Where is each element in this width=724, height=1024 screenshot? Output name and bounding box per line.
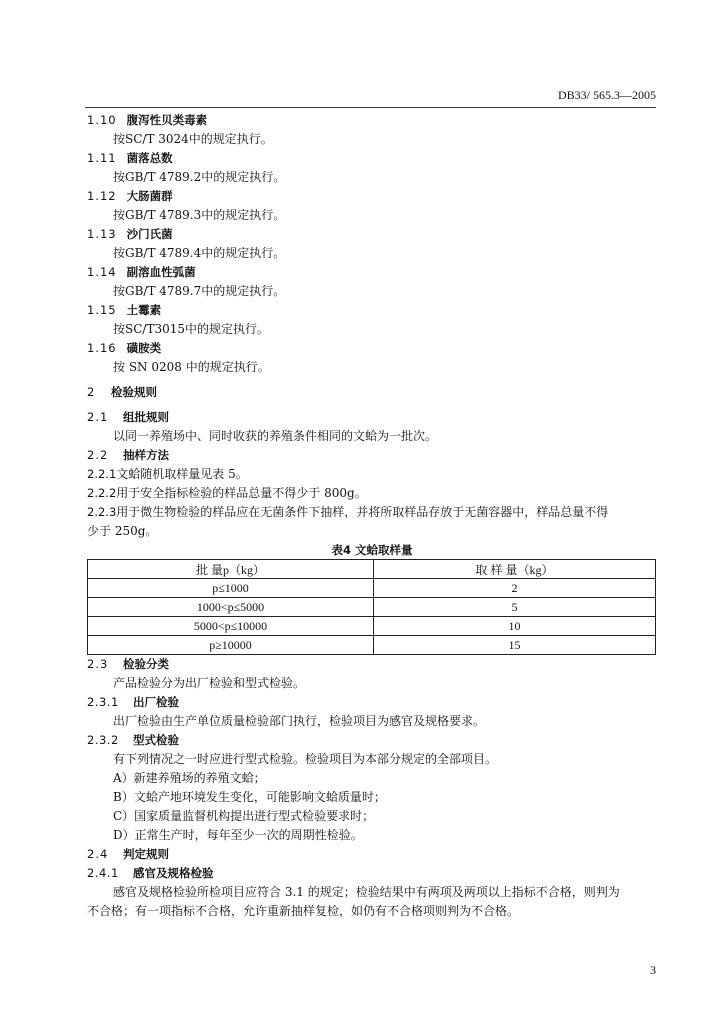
table-row [88,579,656,598]
section-heading: 2.1 组批规则 [87,410,169,424]
section-body: 有下列情况之一时应进行型式检验。检验项目为本部分规定的全部项目。 [113,752,498,766]
table-cell: p≤1000 [88,579,374,598]
table-cell: 2 [374,579,656,598]
section-body: 产品检验分为出厂检验和型式检验。 [113,676,306,690]
clause: 2.2.2用于安全指标检验的样品总量不得少于 800g。 [87,486,367,500]
section-heading: 1.16 磺胺类 [87,341,162,355]
clause: 2.2.3用于微生物检验的样品应在无菌条件下抽样，并将所取样品存放于无菌容器中，样品总量不得 [87,505,609,519]
document-body [87,111,657,921]
table-row [88,598,656,617]
section-heading: 1.15 土霉素 [87,303,162,317]
document-code: DB33/ 565.3—2005 [557,88,656,102]
chapter-heading: 2 检验规则 [87,385,157,399]
table-cell: 5000<p≤10000 [88,617,374,636]
section-heading: 1.14 副溶血性弧菌 [87,265,196,279]
section-body: 出厂检验由生产单位质量检验部门执行，检验项目为感官及规格要求。 [113,714,486,728]
header-divider [85,107,656,108]
list-item: D）正常生产时，每年至少一次的周期性检验。 [113,828,363,842]
section-heading: 2.3.1 出厂检验 [87,695,179,709]
table-header-row [88,560,656,579]
table-cell: 10 [374,617,656,636]
table-caption: 表4 文蛤取样量 [331,543,413,557]
sampling-table [87,559,656,655]
table-cell: p≥10000 [88,636,374,655]
section-heading: 1.11 菌落总数 [87,151,173,165]
section-body: 按GB/T 4789.4中的规定执行。 [113,246,286,260]
section-heading: 1.12 大肠菌群 [87,189,173,203]
section-body: 按SC/T 3024中的规定执行。 [113,132,273,146]
section-body: 按GB/T 4789.7中的规定执行。 [113,284,286,298]
section-heading: 1.10 腹泻性贝类毒素 [87,113,208,127]
table-row [88,636,656,655]
list-item: B）文蛤产地环境发生变化，可能影响文蛤质量时； [113,790,386,804]
section-heading: 2.3 检验分类 [87,657,169,671]
section-body: 按GB/T 4789.3中的规定执行。 [113,208,286,222]
section-heading: 2.3.2 型式检验 [87,733,179,747]
list-item: A）新建养殖场的养殖文蛤； [113,771,266,785]
section-heading: 2.4 判定规则 [87,847,169,861]
section-body: 按 SN 0208 中的规定执行。 [113,360,270,374]
section-body: 以同一养殖场中、同时收获的养殖条件相同的文蛤为一批次。 [113,429,438,443]
section-heading: 2.2 抽样方法 [87,448,169,462]
table-cell: 1000<p≤5000 [88,598,374,617]
section-heading: 1.13 沙门氏菌 [87,227,173,241]
section-body: 按SC/T3015中的规定执行。 [113,322,269,336]
section-heading: 2.4.1 感官及规格检验 [87,866,214,880]
page-number: 3 [650,963,656,977]
table-header-cell: 取 样 量（kg） [374,560,656,579]
table-row [88,617,656,636]
clause-continuation: 少于 250g。 [87,524,158,538]
table-cell: 5 [374,598,656,617]
table-header-cell: 批 量p（kg） [88,560,374,579]
list-item: C）国家质量监督机构提出进行型式检验要求时； [113,809,375,823]
section-body: 感官及规格检验所检项目应符合 3.1 的规定；检验结果中有两项及两项以上指标不合格，则判为 [113,885,620,899]
table-cell: 15 [374,636,656,655]
section-body: 按GB/T 4789.2中的规定执行。 [113,170,286,184]
section-body-continuation: 不合格；有一项指标不合格，允许重新抽样复检，如仍有不合格项则判为不合格。 [87,904,520,918]
clause: 2.2.1文蛤随机取样量见表 5。 [87,467,248,481]
